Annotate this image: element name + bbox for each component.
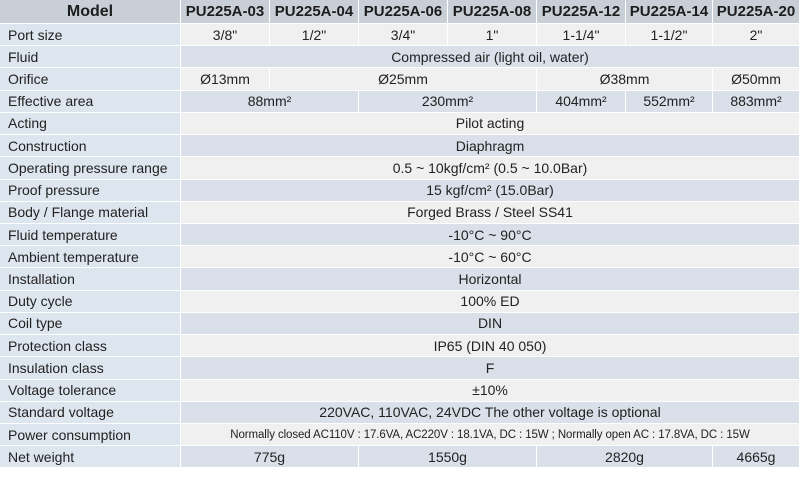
port-size-value: 1/2" (270, 24, 359, 46)
row-label: Coil type (0, 313, 181, 335)
duty-cycle-value: 100% ED (181, 291, 800, 313)
row-label: Duty cycle (0, 291, 181, 313)
body-material-row (0, 202, 800, 224)
model-column-header: PU225A-20 (713, 0, 800, 24)
net-weight-row (0, 446, 800, 468)
row-label: Installation (0, 268, 181, 290)
effective-area-value: 883mm² (713, 91, 800, 113)
orifice-value: Ø50mm (713, 68, 800, 90)
proof-pressure-value: 15 kgf/cm² (15.0Bar) (181, 180, 800, 202)
acting-row (0, 113, 800, 135)
row-label: Protection class (0, 335, 181, 357)
model-column-header: PU225A-06 (359, 0, 448, 24)
construction-value: Diaphragm (181, 135, 800, 157)
net-weight-value: 1550g (359, 446, 537, 468)
fluid-temperature-row (0, 224, 800, 246)
row-label: Ambient temperature (0, 246, 181, 268)
orifice-value: Ø38mm (537, 68, 713, 90)
standard-voltage-value: 220VAC, 110VAC, 24VDC The other voltage is optional (181, 402, 800, 424)
row-label: Standard voltage (0, 402, 181, 424)
operating-pressure-row (0, 157, 800, 179)
model-column-header: PU225A-04 (270, 0, 359, 24)
effective-area-value: 88mm² (181, 91, 359, 113)
ambient-temperature-value: -10°C ~ 60°C (181, 246, 800, 268)
row-label: Net weight (0, 446, 181, 468)
fluid-temperature-value: -10°C ~ 90°C (181, 224, 800, 246)
proof-pressure-row (0, 180, 800, 202)
operating-pressure-value: 0.5 ~ 10kgf/cm² (0.5 ~ 10.0Bar) (181, 157, 800, 179)
port-size-value: 1-1/4" (537, 24, 626, 46)
row-label: Insulation class (0, 357, 181, 379)
fluid-row (0, 46, 800, 68)
port-size-value: 1-1/2" (626, 24, 713, 46)
row-label: Body / Flange material (0, 202, 181, 224)
acting-value: Pilot acting (181, 113, 800, 135)
installation-row (0, 268, 800, 290)
model-column-header: PU225A-14 (626, 0, 713, 24)
construction-row (0, 135, 800, 157)
port-size-value: 2" (713, 24, 800, 46)
protection-class-value: IP65 (DIN 40 050) (181, 335, 800, 357)
effective-area-row (0, 91, 800, 113)
coil-type-value: DIN (181, 313, 800, 335)
installation-value: Horizontal (181, 268, 800, 290)
effective-area-value: 230mm² (359, 91, 537, 113)
port-size-value: 3/8" (181, 24, 270, 46)
insulation-class-value: F (181, 357, 800, 379)
row-label: Port size (0, 24, 181, 46)
net-weight-value: 4665g (713, 446, 800, 468)
net-weight-value: 2820g (537, 446, 713, 468)
port-size-row (0, 24, 800, 46)
power-consumption-value: Normally closed AC110V : 17.6VA, AC220V : 18.1VA, DC : 15W ; Normally open AC : 17.8VA, DC : 15W (181, 424, 800, 446)
body-material-value: Forged Brass / Steel SS41 (181, 202, 800, 224)
effective-area-value: 552mm² (626, 91, 713, 113)
effective-area-value: 404mm² (537, 91, 626, 113)
power-consumption-row (0, 424, 800, 446)
row-label: Fluid (0, 46, 181, 68)
row-label: Proof pressure (0, 180, 181, 202)
fluid-value: Compressed air (light oil, water) (181, 46, 800, 68)
row-label: Construction (0, 135, 181, 157)
protection-class-row (0, 335, 800, 357)
row-label: Acting (0, 113, 181, 135)
voltage-tolerance-row (0, 380, 800, 402)
coil-type-row (0, 313, 800, 335)
row-label: Fluid temperature (0, 224, 181, 246)
insulation-class-row (0, 357, 800, 379)
voltage-tolerance-value: ±10% (181, 380, 800, 402)
model-column-header: PU225A-12 (537, 0, 626, 24)
orifice-row (0, 68, 800, 90)
row-label: Operating pressure range (0, 157, 181, 179)
duty-cycle-row (0, 291, 800, 313)
row-label: Effective area (0, 91, 181, 113)
row-label: Voltage tolerance (0, 380, 181, 402)
ambient-temperature-row (0, 246, 800, 268)
port-size-value: 3/4" (359, 24, 448, 46)
row-label: Orifice (0, 68, 181, 90)
orifice-value: Ø25mm (270, 68, 537, 90)
standard-voltage-row (0, 402, 800, 424)
model-header: Model (0, 0, 181, 24)
model-column-header: PU225A-08 (448, 0, 537, 24)
orifice-value: Ø13mm (181, 68, 270, 90)
header-row (0, 0, 800, 24)
net-weight-value: 775g (181, 446, 359, 468)
row-label: Power consumption (0, 424, 181, 446)
port-size-value: 1" (448, 24, 537, 46)
model-column-header: PU225A-03 (181, 0, 270, 24)
